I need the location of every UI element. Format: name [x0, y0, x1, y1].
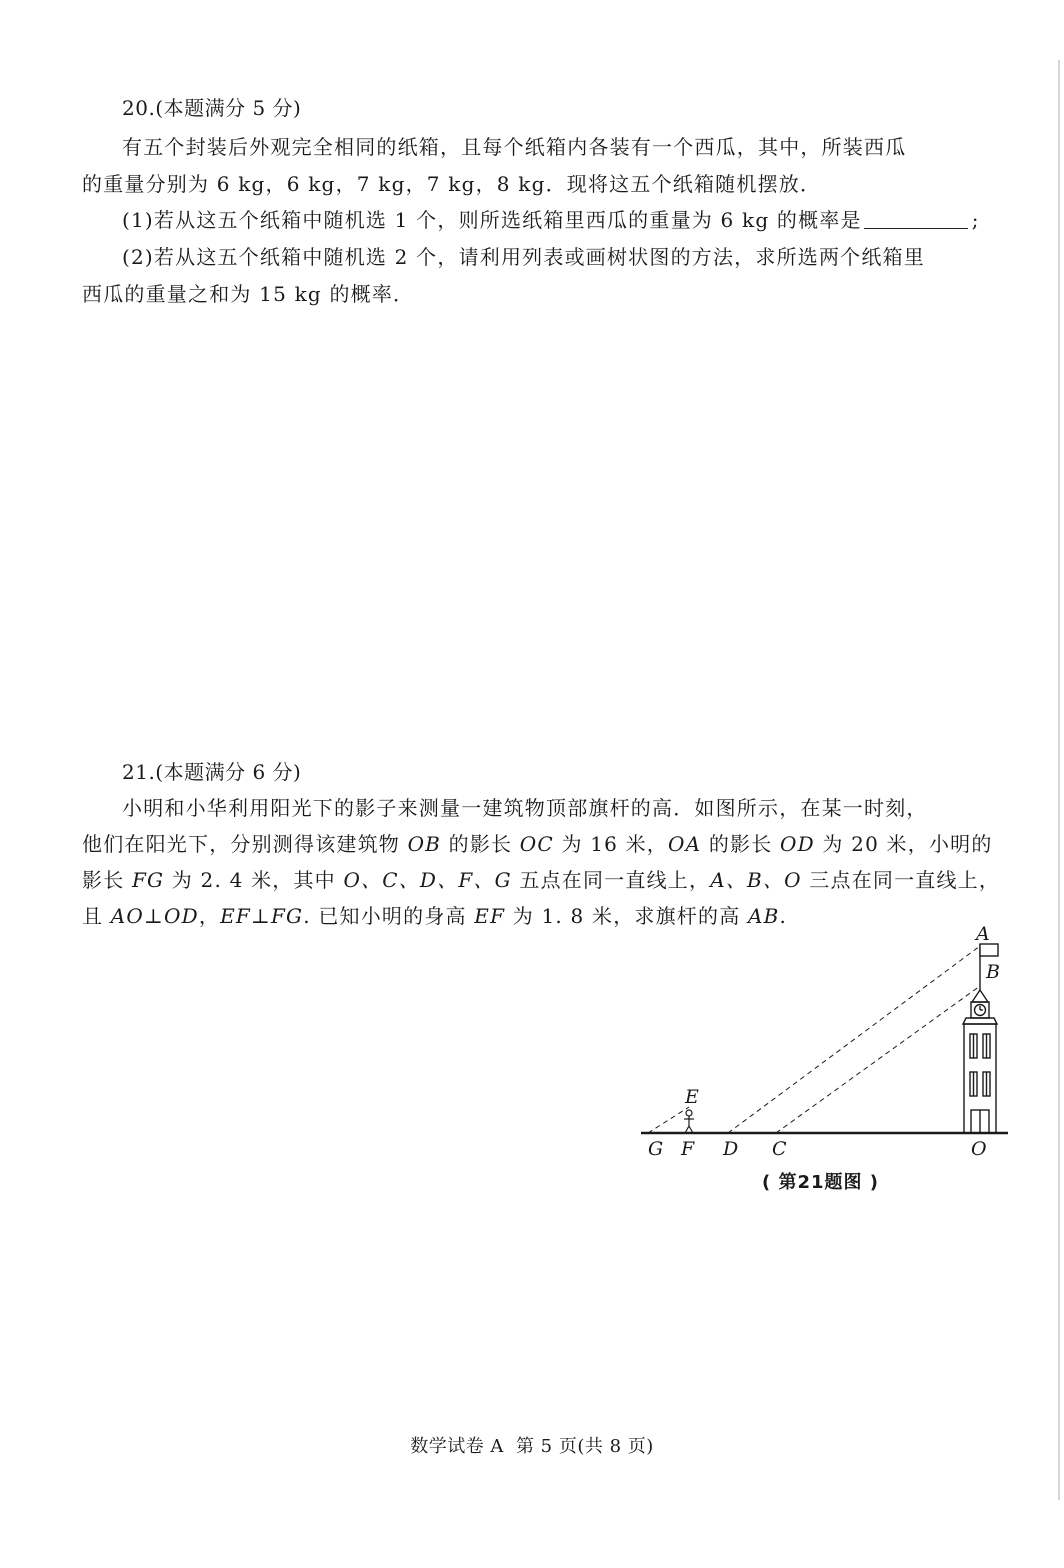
question-20-part-1	[122, 204, 1002, 233]
segment-ob: OB	[407, 832, 442, 856]
label-f: F	[681, 1138, 695, 1160]
label-d: D	[723, 1138, 739, 1160]
text: . 已知小明的身高	[303, 904, 475, 928]
ray-da	[728, 946, 980, 1133]
label-c: C	[772, 1138, 787, 1160]
ray-cb	[776, 986, 980, 1133]
ray-ge	[648, 1107, 689, 1133]
text: 五点在同一直线上，	[511, 868, 711, 892]
question-21-line-2	[82, 828, 1002, 857]
text: 三点在同一直线上，	[801, 868, 1001, 892]
question-21-line-3	[82, 864, 1002, 893]
text: ，	[198, 904, 221, 928]
page-footer	[0, 1432, 1064, 1458]
segment-ef: EF	[474, 904, 506, 928]
question-20-line-1: 有五个封装后外观完全相同的纸箱，且每个纸箱内各装有一个西瓜，其中，所装西瓜	[122, 135, 907, 159]
text: 为 2. 4 米，其中	[164, 868, 344, 892]
label-a: A	[976, 923, 990, 945]
figure-21-svg	[630, 918, 1030, 1170]
question-21-heading: 21.(本题满分 6 分)	[122, 760, 302, 784]
text: 为 20 米，小明的	[814, 832, 993, 856]
segment-oa: OA	[668, 832, 702, 856]
footer-subject: 数学试卷 A	[410, 1436, 504, 1457]
question-20-line-2: 的重量分别为 6 kg，6 kg，7 kg，7 kg，8 kg．现将这五个纸箱随机摆放．	[82, 172, 822, 196]
label-b: B	[986, 961, 1000, 983]
text: 为 16 米，	[553, 832, 669, 856]
label-e: E	[685, 1086, 699, 1108]
segment-fg: FG	[131, 868, 165, 892]
perp-ef-fg: EF⊥FG	[220, 904, 304, 928]
page-edge	[1058, 60, 1060, 1500]
perp-ao-od: AO⊥OD	[110, 904, 199, 928]
part-1-end: ;	[971, 208, 980, 232]
question-20-part-2: (2)若从这五个纸箱中随机选 2 个，请利用列表或画树状图的方法，求所选两个纸箱里	[122, 245, 925, 269]
text: 他们在阳光下，分别测得该建筑物	[82, 832, 408, 856]
segment-od: OD	[779, 832, 815, 856]
segment-oc: OC	[519, 832, 554, 856]
label-g: G	[648, 1138, 664, 1160]
figure-21	[630, 918, 1030, 1170]
segment-ab: AB	[747, 904, 780, 928]
text: 的影长	[441, 832, 520, 856]
points-abo: A、B、O	[710, 868, 802, 892]
text: 影长	[82, 868, 132, 892]
label-o: O	[971, 1138, 987, 1160]
question-20-heading: 20.(本题满分 5 分)	[122, 96, 302, 120]
question-20-part-2-cont: 西瓜的重量之和为 15 kg 的概率．	[82, 282, 415, 306]
text: 的影长	[701, 832, 780, 856]
text: .	[779, 904, 788, 928]
question-21-line-1: 小明和小华利用阳光下的影子来测量一建筑物顶部旗杆的高．如图所示，在某一时刻，	[122, 796, 928, 820]
text: 且	[82, 904, 111, 928]
points-ocdfg: O、C、D、F、G	[343, 868, 512, 892]
part-1-text: (1)若从这五个纸箱中随机选 1 个，则所选纸箱里西瓜的重量为 6 kg 的概率是	[122, 208, 862, 232]
person-icon	[684, 1110, 694, 1133]
figure-caption: ( 第21题图 )	[762, 1172, 880, 1193]
footer-page-number: 第 5 页(共 8 页)	[515, 1436, 654, 1457]
text: 为 1. 8 米，求旗杆的高	[505, 904, 748, 928]
answer-blank[interactable]	[864, 210, 968, 229]
